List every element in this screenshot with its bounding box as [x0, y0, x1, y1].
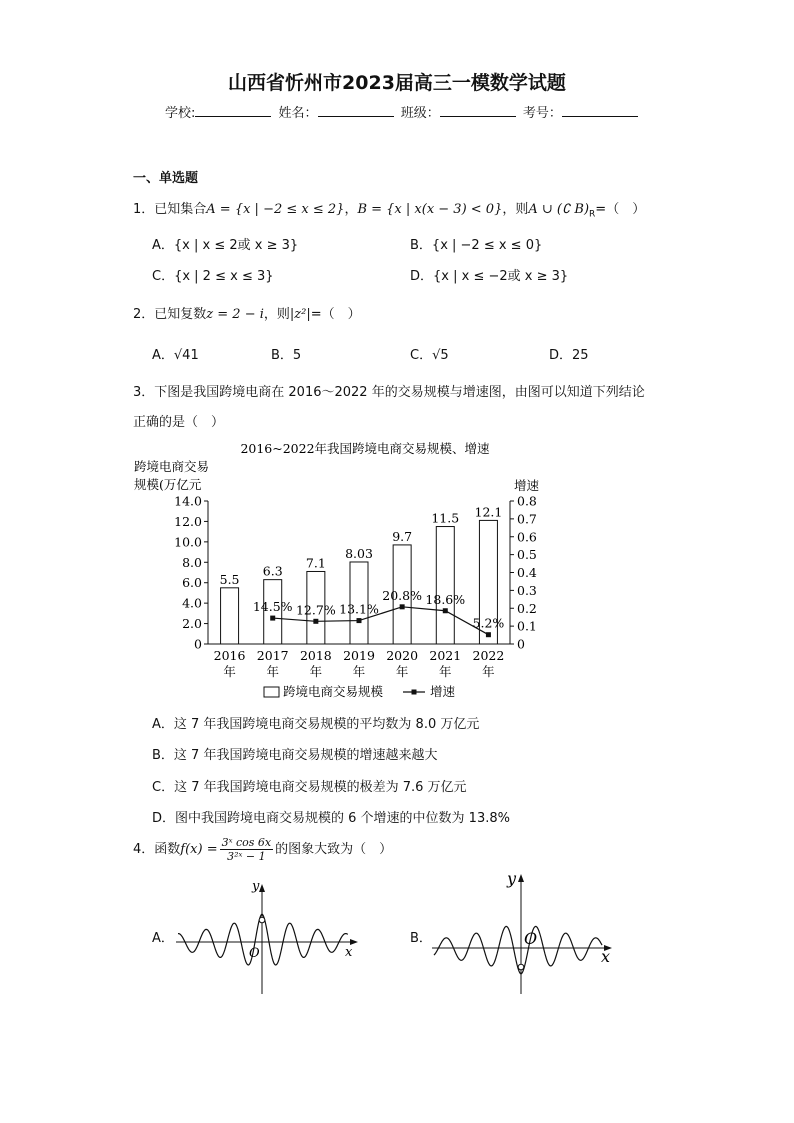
q2-tail: =（ ）: [310, 307, 361, 322]
growth-point: [270, 616, 275, 621]
graph-b-y-arrow: [518, 874, 524, 882]
x-tick-suffix: 年: [266, 664, 279, 679]
id-label: 考号：: [522, 106, 562, 121]
graph-b-hole: [518, 964, 524, 970]
y2-tick-label: 0.7: [517, 511, 537, 527]
q2-option-a[interactable]: A．√41: [152, 348, 199, 363]
x-tick-suffix: 年: [439, 664, 452, 679]
q2-option-d[interactable]: D．25: [549, 348, 589, 363]
q1-set-b: B = {x | x(x − 3) < 0}: [357, 202, 503, 217]
graph-a-y-label: y: [252, 879, 260, 894]
graph-b-y-label: y: [507, 869, 517, 888]
x-tick-label: 2019: [343, 648, 375, 663]
school-blank[interactable]: [195, 104, 271, 117]
q4-graph-b[interactable]: [428, 866, 618, 996]
name-label: 姓名：: [278, 106, 318, 121]
class-blank[interactable]: [440, 104, 516, 117]
bar: [221, 588, 239, 644]
section-title: 一、单选题: [133, 171, 199, 186]
graph-a-origin: O: [249, 946, 260, 961]
bar-value-label: 12.1: [474, 504, 503, 520]
bar-value-label: 7.1: [305, 555, 326, 571]
q4-denominator: 3²ˣ − 1: [227, 850, 266, 863]
q1-tail: =（ ）: [595, 202, 646, 217]
q4-text: 4．函数: [133, 842, 181, 857]
y-tick-label: 2.0: [182, 616, 202, 632]
student-info-line: [165, 102, 641, 121]
bar-value-label: 6.3: [262, 563, 283, 579]
q2-expr: z = 2 − i: [206, 307, 264, 322]
q3-option-d[interactable]: D．图中我国跨境电商交易规模的 6 个增速的中位数为 13.8%: [152, 811, 510, 826]
question-1-stem: [133, 198, 645, 220]
chart-title: 2016~2022年我国跨境电商交易规模、增速: [240, 441, 490, 456]
y-tick-label: 10.0: [174, 534, 202, 550]
graph-b-x-label: x: [601, 947, 611, 966]
growth-label: 14.5%: [252, 599, 293, 615]
legend-bar-label: 跨境电商交易规模: [283, 684, 384, 699]
q1-option-b[interactable]: B．{x | −2 ≤ x ≤ 0}: [410, 238, 543, 253]
growth-point: [486, 632, 491, 637]
bar-value-label: 9.7: [392, 528, 413, 544]
bar: [436, 527, 454, 644]
graph-a-x-label: x: [345, 945, 353, 960]
q4-fraction: [220, 836, 274, 863]
x-tick-label: 2021: [429, 648, 462, 663]
x-tick-label: 2020: [386, 648, 419, 663]
q1-expr: A ∪ (∁ B): [528, 202, 590, 217]
q3-chart: [120, 435, 560, 710]
question-2-stem: [133, 303, 361, 322]
growth-point: [313, 619, 318, 624]
y2-tick-label: 0.5: [517, 547, 537, 563]
chart-ylabel-line2: 规模(万亿元: [134, 477, 202, 492]
name-blank[interactable]: [318, 104, 394, 117]
growth-label: 18.6%: [425, 591, 466, 607]
q1-sep: ，: [344, 202, 358, 217]
question-3-stem-line1: 3．下图是我国跨境电商在 2016～2022 年的交易规模与增速图，由图可以知道下列结论: [133, 385, 645, 400]
q4-graph-a[interactable]: [172, 876, 362, 996]
y2-tick-label: 0: [517, 636, 525, 652]
y2-tick-label: 0.8: [517, 493, 537, 509]
legend-line-marker: [412, 690, 417, 695]
growth-point: [400, 604, 405, 609]
chart-y2label: 增速: [514, 478, 540, 493]
x-tick-label: 2017: [256, 648, 289, 663]
y2-tick-label: 0.4: [517, 565, 537, 580]
graph-b-origin: O: [524, 929, 538, 948]
y2-tick-label: 0.3: [517, 582, 537, 598]
bar-value-label: 8.03: [345, 545, 373, 561]
bar-value-label: 11.5: [431, 510, 460, 526]
y-tick-label: 8.0: [182, 554, 202, 570]
graph-a-hole: [259, 917, 265, 923]
class-label: 班级：: [400, 106, 440, 121]
q1-text: 1．已知集合: [133, 202, 207, 217]
school-label: 学校:: [165, 106, 196, 121]
x-tick-label: 2022: [472, 648, 505, 663]
y-tick-label: 6.0: [182, 575, 202, 591]
q1-set-a: A = {x | −2 ≤ x ≤ 2}: [206, 202, 345, 217]
y-tick-label: 0: [194, 636, 202, 652]
x-tick-suffix: 年: [309, 664, 323, 679]
growth-label: 13.1%: [339, 601, 379, 617]
growth-point: [357, 618, 362, 623]
x-tick-label: 2016: [213, 648, 246, 663]
growth-point: [443, 608, 448, 613]
bar-value-label: 5.5: [219, 571, 240, 587]
legend-bar-swatch: [264, 687, 279, 697]
q2-abs: |z²|: [289, 307, 311, 322]
q4-numerator: 3ˣ cos 6x: [221, 836, 272, 849]
q1-ask: ，则: [502, 202, 529, 217]
legend-line-label: 增速: [430, 684, 456, 699]
x-tick-suffix: 年: [352, 664, 366, 679]
y2-tick-label: 0.1: [517, 618, 537, 634]
q1-option-c[interactable]: C．{x | 2 ≤ x ≤ 3}: [152, 269, 274, 284]
q1-sub: R: [589, 209, 596, 220]
growth-label: 5.2%: [472, 615, 505, 631]
graph-a-y-arrow: [259, 884, 265, 892]
y2-tick-label: 0.6: [517, 529, 537, 545]
q4-tail: 的图象大致为（ ）: [275, 842, 393, 857]
growth-label: 12.7%: [295, 602, 336, 618]
x-tick-suffix: 年: [395, 664, 409, 679]
chart-ylabel-line1: 跨境电商交易: [134, 459, 210, 474]
id-blank[interactable]: [562, 104, 638, 117]
question-4-stem: [133, 836, 392, 863]
q2-ask: ，则: [263, 307, 290, 322]
q1-option-d[interactable]: D．{x | x ≤ −2或 x ≥ 3}: [410, 269, 569, 284]
y2-tick-label: 0.2: [517, 600, 537, 616]
q2-option-b[interactable]: B．5: [271, 348, 302, 363]
y-tick-label: 12.0: [174, 513, 202, 529]
x-tick-label: 2018: [299, 648, 332, 663]
q4-fx: f(x) =: [180, 842, 218, 857]
q2-option-c[interactable]: C．√5: [410, 348, 449, 363]
y-tick-label: 14.0: [174, 493, 202, 509]
growth-label: 20.8%: [382, 587, 423, 603]
page-title: 山西省忻州市2023届高三一模数学试题: [228, 72, 566, 94]
q3-option-c[interactable]: C．这 7 年我国跨境电商交易规模的极差为 7.6 万亿元: [152, 780, 467, 795]
q4-option-a-label[interactable]: A．: [152, 931, 174, 946]
q4-option-b-label[interactable]: B．: [410, 931, 432, 946]
y-tick-label: 4.0: [182, 595, 202, 611]
x-tick-suffix: 年: [482, 664, 495, 679]
q1-option-a[interactable]: A．{x | x ≤ 2或 x ≥ 3}: [152, 238, 299, 253]
question-3-stem-line2: 正确的是（ ）: [133, 415, 225, 430]
q3-option-b[interactable]: B．这 7 年我国跨境电商交易规模的增速越来越大: [152, 748, 438, 763]
q2-text: 2．已知复数: [133, 307, 207, 322]
q3-option-a[interactable]: A．这 7 年我国跨境电商交易规模的平均数为 8.0 万亿元: [152, 717, 480, 732]
x-tick-suffix: 年: [223, 664, 236, 679]
